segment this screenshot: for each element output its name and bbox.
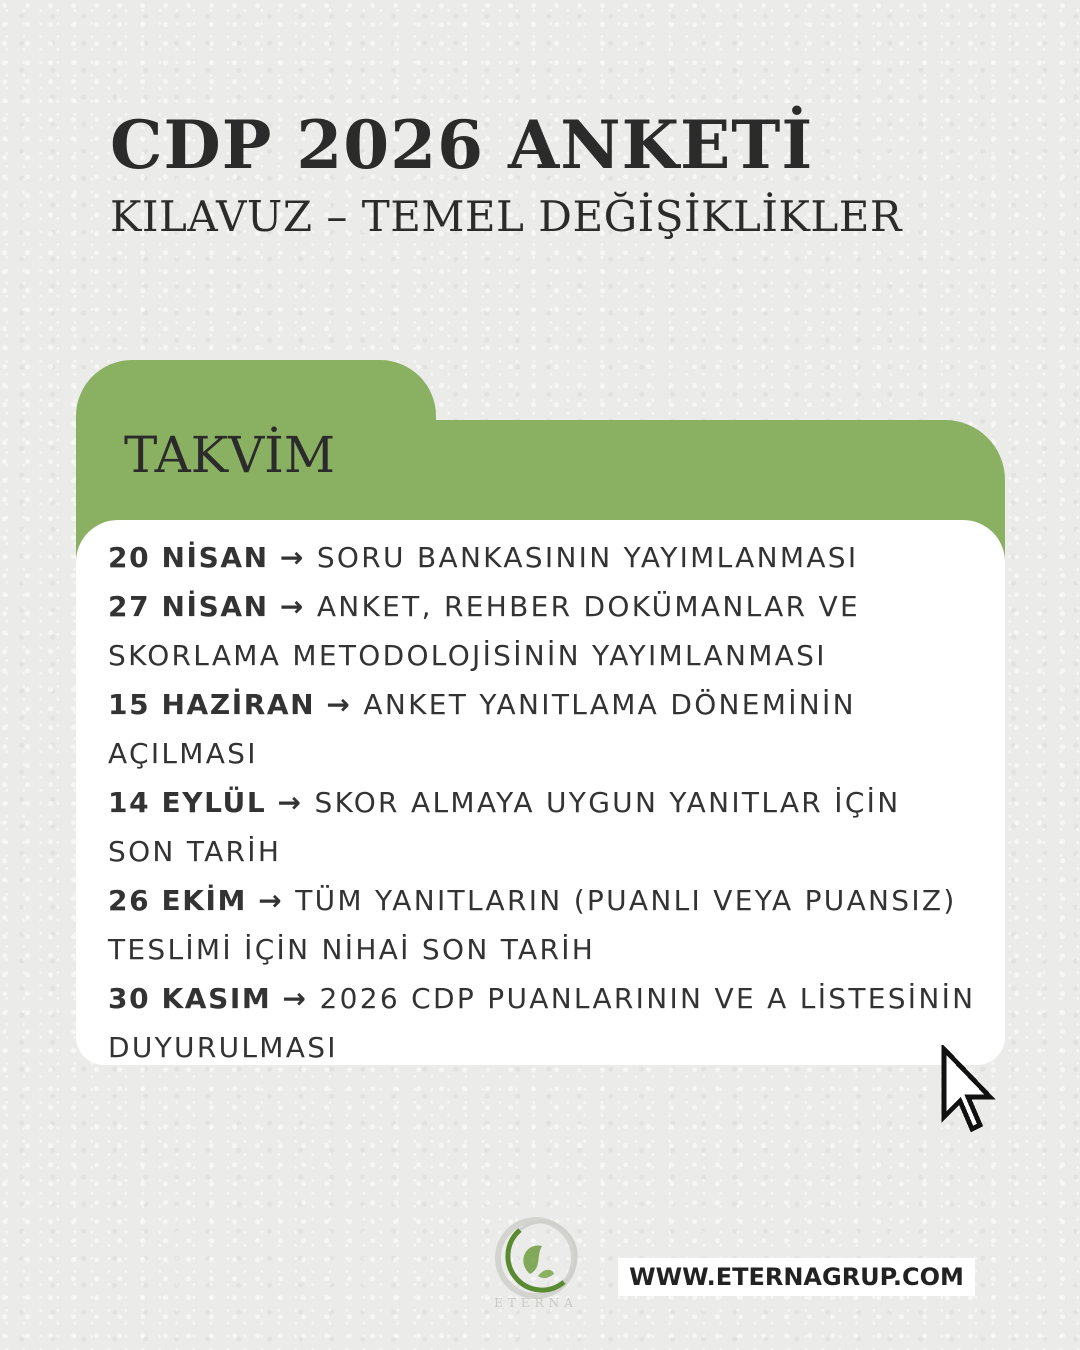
calendar-list: [108, 533, 978, 1072]
calendar-item-date: 27 NİSAN: [108, 590, 269, 623]
calendar-item-date: 26 EKİM: [108, 884, 248, 917]
calendar-item-text: TÜM YANITLARIN (PUANLI VEYA PUANSIZ) TESLİMİ İÇİN NİHAİ SON TARİH: [108, 884, 957, 966]
arrow-right-icon: →: [326, 688, 353, 721]
pointer-cursor-icon: [940, 1045, 1004, 1149]
calendar-item-date: 15 HAZİRAN: [108, 688, 316, 721]
calendar-item-text: 2026 CDP PUANLARININ VE A LİSTESİNİN DUYURULMASI: [108, 982, 976, 1064]
calendar-item-date: 30 KASIM: [108, 982, 272, 1015]
calendar-item-text: SORU BANKASININ YAYIMLANMASI: [316, 541, 859, 574]
calendar-item: [108, 876, 978, 974]
calendar-item-text: ANKET, REHBER DOKÜMANLAR VE SKORLAMA METODOLOJİSİNİN YAYIMLANMASI: [108, 590, 860, 672]
calendar-item-date: 20 NİSAN: [108, 541, 269, 574]
calendar-item: [108, 974, 978, 1072]
arrow-right-icon: →: [258, 884, 284, 917]
calendar-item: [108, 778, 978, 876]
arrow-right-icon: →: [279, 590, 306, 623]
logo-wordmark: ETERNA: [494, 1296, 578, 1310]
calendar-tab-label: TAKVİM: [124, 426, 336, 484]
arrow-right-icon: →: [279, 541, 306, 574]
website-link[interactable]: WWW.ETERNAGRUP.COM: [618, 1258, 975, 1296]
page-title: CDP 2026 ANKETİ: [110, 106, 814, 184]
calendar-item: [108, 680, 978, 778]
calendar-item: [108, 582, 978, 680]
calendar-item-text: ANKET YANITLAMA DÖNEMİNİN AÇILMASI: [108, 688, 856, 770]
arrow-right-icon: →: [282, 982, 309, 1015]
calendar-item: [108, 533, 978, 582]
calendar-item-date: 14 EYLÜL: [108, 786, 267, 819]
arrow-right-icon: →: [277, 786, 304, 819]
calendar-item-text: SKOR ALMAYA UYGUN YANITLAR İÇİN SON TARİH: [108, 786, 901, 868]
page-subtitle: KILAVUZ – TEMEL DEĞİŞİKLİKLER: [110, 192, 903, 241]
